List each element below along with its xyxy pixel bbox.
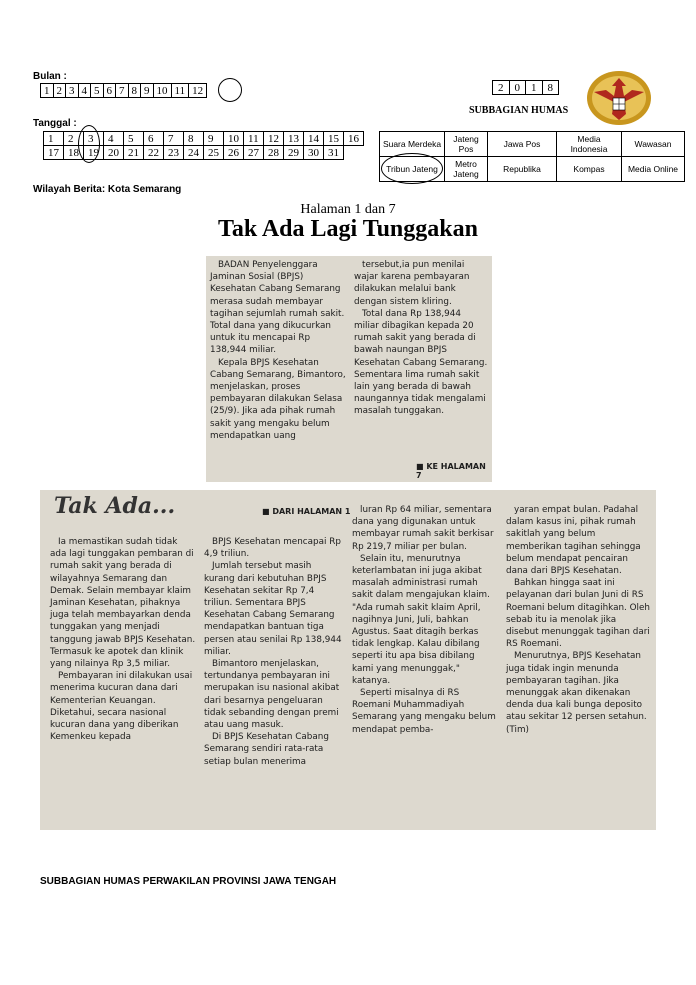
- pub-kompas: Kompas: [557, 157, 622, 182]
- tanggal-cell: 20: [104, 146, 124, 160]
- tanggal-cell: 4: [104, 132, 124, 146]
- tanggal-cell: 23: [164, 146, 184, 160]
- tanggal-cell: 14: [304, 132, 324, 146]
- pub-republika: Republika: [488, 157, 557, 182]
- tanggal-cell: 30: [304, 146, 324, 160]
- tanggal-cell: 12: [264, 132, 284, 146]
- tanggal-circle-mark: [78, 125, 100, 163]
- clip2-column-4: [506, 504, 650, 736]
- from-page-marker: ■ DARI HALAMAN 1: [262, 507, 351, 516]
- bulan-cell: 10: [153, 84, 171, 98]
- clip2-col4-para: yaran empat bulan. Padahal dalam kasus ini, pihak rumah sakitlah yang belum memberikan tagihan sehingga belum mendapat pencairan dana dari BPJS Kesehatan.: [506, 505, 641, 577]
- bulan-cell: 9: [141, 84, 154, 98]
- bulan-cell: 8: [128, 84, 141, 98]
- clip2-column-1: [50, 536, 196, 743]
- pub-jateng-pos: Jateng Pos: [445, 132, 488, 157]
- clip2-col3-para: Seperti misalnya di RS Roemani Muhammadiyah Semarang yang mengaku belum mendapat pemba-: [352, 688, 496, 735]
- clip1-column-2: [354, 259, 488, 418]
- tanggal-cell: 24: [184, 146, 204, 160]
- pub-media-indonesia: Media Indonesia: [557, 132, 622, 157]
- clip1-col1-para: Kepala BPJS Kesehatan Cabang Semarang, Bimantoro, menjelaskan, proses pembayaran dilakukan Selasa (25/9). Jika ada pihak rumah sakit yang mengaku belum mendapatkan uang: [210, 357, 346, 441]
- tanggal-cell: 7: [164, 132, 184, 146]
- pub-metro-jateng: Metro Jateng: [445, 157, 488, 182]
- bulan-label: Bulan :: [33, 71, 67, 82]
- pub-jawa-pos: Jawa Pos: [488, 132, 557, 157]
- bulan-circle-mark: [218, 78, 242, 102]
- clip1-col2-para: tersebut,ia pun menilai wajar karena pembayaran dilakukan melalui bank dengan sistem kliring.: [354, 260, 470, 307]
- page-reference: Halaman 1 dan 7: [300, 202, 396, 217]
- garuda-emblem-icon: [586, 68, 652, 126]
- tanggal-cell: 28: [264, 146, 284, 160]
- tanggal-cell: 17: [44, 146, 64, 160]
- clip2-col2-para: Bimantoro menjelaskan, tertundanya pembayaran ini merupakan isu nasional akibat dari besarnya pengeluaran tidak sebanding dengan premi atau uang masuk.: [204, 659, 340, 731]
- clip1-col2-para: Total dana Rp 138,944 miliar dibagikan kepada 20 rumah sakit yang berada di bawah naungan BPJS Kesehatan Cabang Semarang. Sementara lima rumah sakit lain yang berada di bawah naungannya tidak mengalami masalah tunggakan.: [354, 308, 488, 417]
- tanggal-cell: 21: [124, 146, 144, 160]
- bulan-cell: 1: [41, 84, 54, 98]
- tanggal-cell: 5: [124, 132, 144, 146]
- publication-circle-mark: [381, 153, 443, 184]
- tanggal-cell: 31: [324, 146, 344, 160]
- tanggal-cell: 29: [284, 146, 304, 160]
- tanggal-cell: 2: [64, 132, 84, 146]
- tanggal-cell: 13: [284, 132, 304, 146]
- pub-wawasan: Wawasan: [622, 132, 685, 157]
- year-digit-cell: 8: [542, 81, 559, 95]
- clip2-col4-para: Bahkan hingga saat ini pelayanan dari bulan Juni di RS Roemani belum ditagihkan. Oleh sebab itu ia menolak jika disebut menunggak tagihan dari RS Roemani.: [506, 578, 650, 650]
- tanggal-cell: 1: [44, 132, 64, 146]
- clip1-column-1: [210, 259, 346, 442]
- bulan-cell: 7: [116, 84, 129, 98]
- clip1-col1-para: BADAN Penyelenggara Jaminan Sosial (BPJS) Kesehatan Cabang Semarang merasa sudah membayar tagihan sejumlah rumah sakit. Total dana yang dikucurkan untuk itu mencapai Rp 138,944 miliar.: [210, 260, 345, 356]
- clip2-col4-para: Menurutnya, BPJS Kesehatan juga tidak ingin menunda pembayaran tagihan. Jika menunggak akan dikenakan denda dua kali bunga deposito atau sekitar 12 persen setahun. (Tim): [506, 651, 647, 735]
- clip2-column-2: [204, 536, 344, 768]
- clip2-column-3: [352, 504, 498, 736]
- continued-text: KE HALAMAN 7: [416, 462, 486, 480]
- tanggal-cell: 26: [224, 146, 244, 160]
- pub-media-online: Media Online: [622, 157, 685, 182]
- bulan-cell: 5: [91, 84, 104, 98]
- tanggal-cell: 10: [224, 132, 244, 146]
- tanggal-cell: 16: [344, 132, 364, 146]
- pub-suara-merdeka: Suara Merdeka: [380, 132, 445, 157]
- clip2-col2-para: BPJS Kesehatan mencapai Rp 4,9 triliun.: [204, 537, 341, 560]
- bulan-cell: 6: [103, 84, 116, 98]
- tanggal-cell: 15: [324, 132, 344, 146]
- tanggal-cell: 3: [84, 132, 104, 146]
- tanggal-cell: 19: [84, 146, 104, 160]
- tanggal-label: Tanggal :: [33, 118, 77, 129]
- continued-marker: ■ KE HALAMAN 7: [416, 462, 486, 480]
- clip2-col1-para: Pembayaran ini dilakukan usai menerima kucuran dana dari Kementerian Keuangan. Diketahui, secara nasional kucuran dana yang diberikan Kemenkeu kepada: [50, 671, 193, 743]
- bulan-cell: 3: [66, 84, 79, 98]
- bulan-table: [40, 83, 207, 98]
- article-title: Tak Ada Lagi Tunggakan: [218, 216, 478, 242]
- clip2-col2-para: Di BPJS Kesehatan Cabang Semarang sendiri rata-rata setiap bulan menerima: [204, 732, 329, 767]
- clip2-heading: Tak Ada...: [54, 493, 176, 519]
- tanggal-cell: 18: [64, 146, 84, 160]
- year-table: [492, 80, 559, 95]
- footer-text: SUBBAGIAN HUMAS PERWAKILAN PROVINSI JAWA TENGAH: [40, 876, 337, 887]
- subbagian-label: SUBBAGIAN HUMAS: [469, 105, 569, 116]
- tanggal-cell: 8: [184, 132, 204, 146]
- year-digit-cell: 1: [526, 81, 543, 95]
- bulan-cell: 12: [189, 84, 207, 98]
- tanggal-cell: 6: [144, 132, 164, 146]
- year-digit-cell: 2: [493, 81, 510, 95]
- clipping-page-1: [206, 256, 492, 482]
- wilayah-label: Wilayah Berita: Kota Semarang: [33, 184, 182, 195]
- tanggal-cell: 9: [204, 132, 224, 146]
- pub-tribun-jateng: Tribun Jateng: [380, 157, 445, 182]
- clipping-page-7: [40, 490, 656, 830]
- clip2-col3-para: Selain itu, menurutnya keterlambatan ini juga akibat masalah administrasi rumah sakit dalam mengajukan klaim. "Ada rumah sakit klaim April, nagihnya Juni, Juli, bahkan Agustus. Saat ditagih berkas tidak lengkap. Kalau dibilang seperti itu apa bisa dibilang kami yang menunggak," katanya.: [352, 553, 490, 686]
- bulan-cell: 2: [53, 84, 66, 98]
- tanggal-cell: 27: [244, 146, 264, 160]
- from-page-text: DARI HALAMAN 1: [272, 507, 351, 516]
- tanggal-cell: 11: [244, 132, 264, 146]
- bulan-cell: 11: [171, 84, 189, 98]
- clip2-col3-para: luran Rp 64 miliar, sementara dana yang digunakan untuk membayar rumah sakit berkisar Rp 219,7 miliar per bulan.: [352, 505, 494, 552]
- tanggal-cell: 25: [204, 146, 224, 160]
- tanggal-cell: 22: [144, 146, 164, 160]
- bulan-cell: 4: [78, 84, 91, 98]
- year-digit-cell: 0: [509, 81, 526, 95]
- clip2-col2-para: Jumlah tersebut masih kurang dari kebutuhan BPJS Kesehatan sekitar Rp 7,4 triliun. Sementara BPJS Kesehatan Cabang Semarang mendapatkan bantuan tiga persen atau senilai Rp 138,944 miliar.: [204, 561, 342, 657]
- clip2-col1-para: Ia memastikan sudah tidak ada lagi tunggakan pembaran di rumah sakit yang berada di wilayahnya Semarang dan Demak. Selain membayar klaim Jaminan Kesehatan, pihaknya juga telah membayarkan denda tunggakan yang menjadi tanggung jawab BPJS Kesehatan. Termasuk ke apotek dan klinik yang nilainya Rp 3,5 miliar.: [50, 537, 196, 670]
